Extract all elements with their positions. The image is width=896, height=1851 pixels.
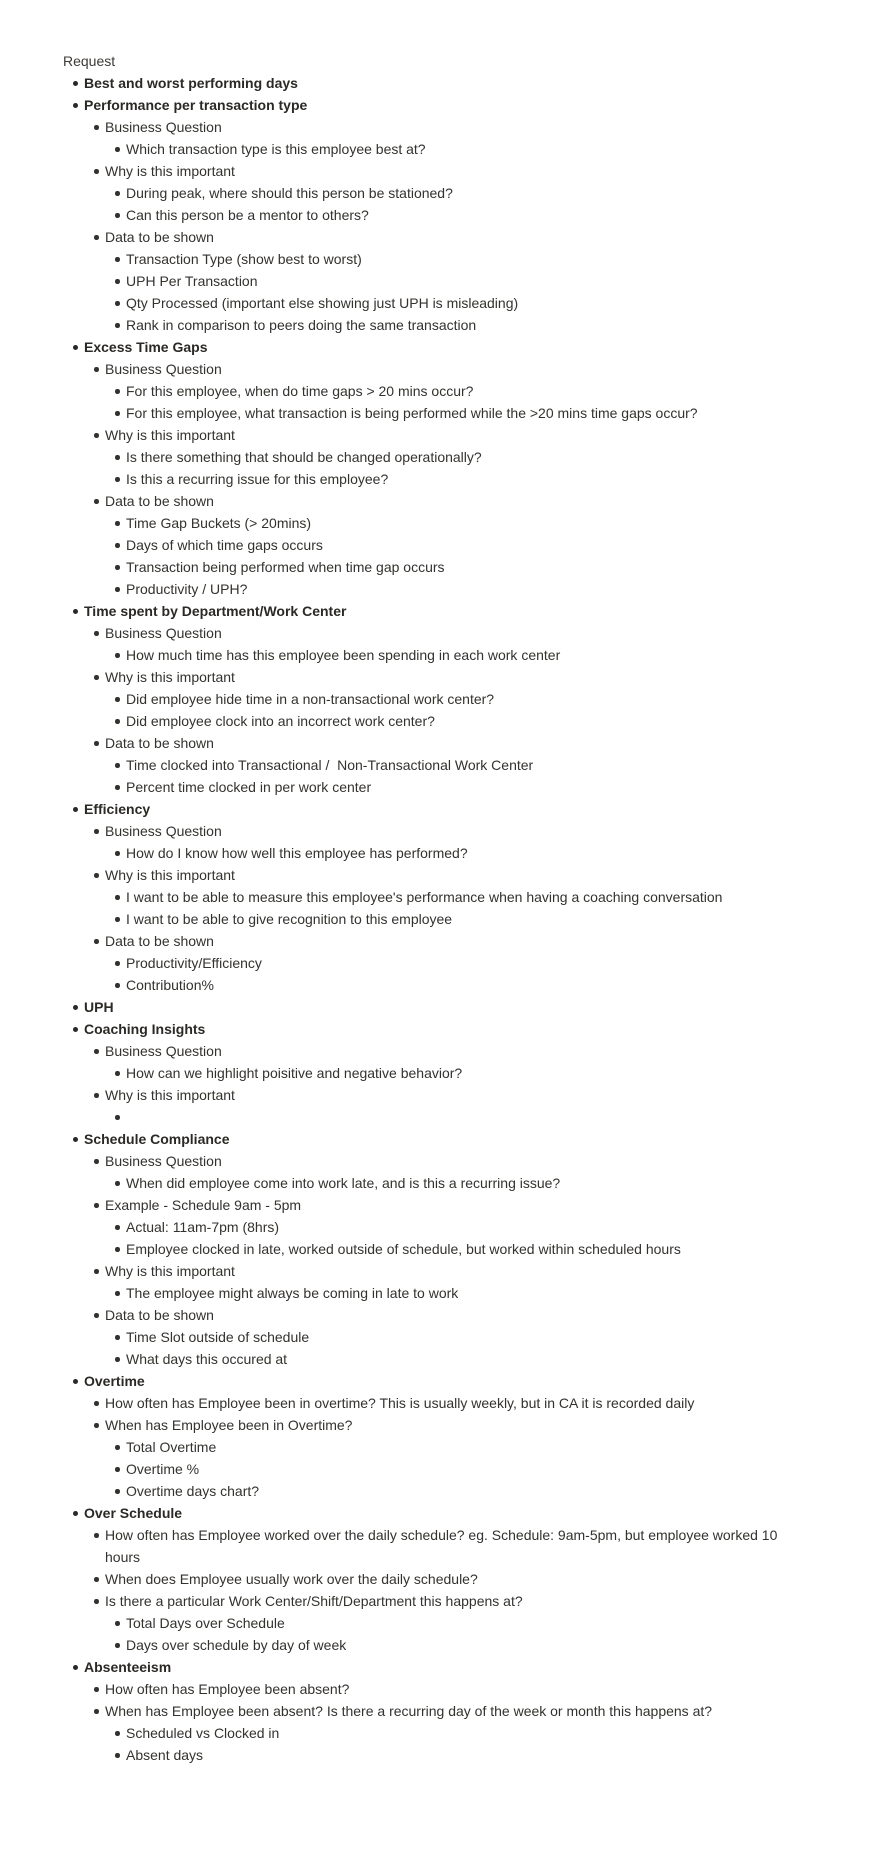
bullet-icon [105,886,126,908]
bullet-icon [105,468,126,490]
list-item [84,1260,795,1282]
list-item-text: Absent days [126,1747,204,1763]
list-item [105,1062,795,1084]
bullet-icon [105,578,126,600]
bullet-icon [84,1524,105,1546]
list-item [84,1040,795,1062]
list-item [84,226,795,248]
list-item-text: Did employee hide time in a non-transactional work center? [126,691,495,707]
list-item [84,732,795,754]
list-item [84,666,795,688]
list-item-text [126,1106,795,1128]
bullet-icon [63,72,84,94]
bullet-icon [63,1128,84,1150]
list-item [105,534,795,556]
bullet-icon [84,1678,105,1700]
list-item-text: Contribution% [126,977,214,993]
list-item [84,622,795,644]
list-item-text: Data to be shown [105,933,214,949]
list-item-text: I want to be able to give recognition to this employee [126,911,453,927]
bullet-icon [84,1194,105,1216]
list-item-text: Why is this important [105,427,235,443]
list-item-text: Data to be shown [105,735,214,751]
list-item [105,1744,795,1766]
bullet-icon [84,1084,105,1106]
list-item-text: Is there something that should be changed operationally? [126,449,482,465]
bullet-icon [105,402,126,424]
bullet-icon [105,776,126,798]
list-item-text: Time Slot outside of schedule [126,1329,310,1345]
list-item [105,380,795,402]
bullet-icon [84,358,105,380]
bullet-icon [84,1260,105,1282]
list-item-text: Absenteeism [84,1659,172,1675]
bullet-icon [105,974,126,996]
list-item-text: UPH Per Transaction [126,273,258,289]
list-item-text: When has Employee been in Overtime? [105,1417,353,1433]
bullet-icon [105,380,126,402]
list-item [105,1216,795,1238]
bullet-icon [63,600,84,622]
list-item-text: Overtime [84,1373,145,1389]
list-item-text: Why is this important [105,867,235,883]
bullet-icon [84,820,105,842]
bullet-icon [105,138,126,160]
bullet-icon [84,1700,105,1722]
bullet-icon [84,1414,105,1436]
bullet-icon [105,688,126,710]
list-item [84,490,795,512]
list-item [105,754,795,776]
bullet-icon [84,666,105,688]
list-item [105,886,795,908]
bullet-icon [105,204,126,226]
list-item-text: How often has Employee been in overtime? This is usually weekly, but in CA it is recorded daily [105,1395,695,1411]
list-item [84,1414,795,1436]
list-item [105,248,795,270]
list-item-text: Time Gap Buckets (> 20mins) [126,515,312,531]
list-item [105,1436,795,1458]
list-item [105,1172,795,1194]
bullet-icon [105,248,126,270]
list-item [105,578,795,600]
list-item-text: How often has Employee worked over the daily schedule? eg. Schedule: 9am-5pm, but employee worked 10 hours [105,1527,782,1565]
request-outline [63,72,795,1766]
list-item [84,1678,795,1700]
bullet-icon [105,1458,126,1480]
list-item [63,94,795,116]
list-item-text: Business Question [105,361,222,377]
bullet-icon [105,1436,126,1458]
list-item [63,1502,795,1524]
list-item [63,1018,795,1040]
bullet-icon [105,556,126,578]
bullet-icon [105,1348,126,1370]
list-item-text: Why is this important [105,1087,235,1103]
list-item [84,820,795,842]
list-item-text: When did employee come into work late, and is this a recurring issue? [126,1175,561,1191]
bullet-icon [105,534,126,556]
list-item-text: Performance per transaction type [84,97,308,113]
bullet-icon [105,1238,126,1260]
list-item-text: Why is this important [105,163,235,179]
bullet-icon [105,1722,126,1744]
list-item-text: Is there a particular Work Center/Shift/Department this happens at? [105,1593,523,1609]
bullet-icon [84,1150,105,1172]
bullet-icon [105,182,126,204]
list-item-text: Coaching Insights [84,1021,206,1037]
list-item [84,1568,795,1590]
list-item-text: Productivity/Efficiency [126,955,262,971]
bullet-icon [63,1370,84,1392]
list-item-text: Overtime days chart? [126,1483,260,1499]
list-item-text: How do I know how well this employee has performed? [126,845,468,861]
list-item [84,160,795,182]
bullet-icon [63,1018,84,1040]
bullet-icon [105,270,126,292]
list-item-text: How much time has this employee been spending in each work center [126,647,561,663]
list-item-text: Actual: 11am-7pm (8hrs) [126,1219,280,1235]
list-item [105,908,795,930]
bullet-icon [105,754,126,776]
list-item [105,1238,795,1260]
bullet-icon [105,1106,126,1128]
list-item-text: Business Question [105,1153,222,1169]
list-item-text: UPH [84,999,114,1015]
list-item [63,600,795,622]
list-item [105,402,795,424]
bullet-icon [84,930,105,952]
list-item-text: Can this person be a mentor to others? [126,207,369,223]
bullet-icon [84,1392,105,1414]
list-item [84,1590,795,1612]
list-item-text: Scheduled vs Clocked in [126,1725,280,1741]
bullet-icon [105,644,126,666]
list-item-text: When has Employee been absent? Is there a recurring day of the week or month this happens at? [105,1703,713,1719]
list-item-text: Over Schedule [84,1505,183,1521]
list-item [105,556,795,578]
list-item [105,1634,795,1656]
list-item-text: During peak, where should this person be stationed? [126,185,453,201]
list-item-text: Which transaction type is this employee best at? [126,141,426,157]
list-item-text: Time clocked into Transactional / Non-Transactional Work Center [126,757,534,773]
page-title [63,50,795,72]
bullet-icon [105,446,126,468]
bullet-icon [105,512,126,534]
list-item-text: For this employee, what transaction is being performed while the >20 mins time gaps occur? [126,405,698,421]
list-item [63,1656,795,1678]
list-item-text: The employee might always be coming in late to work [126,1285,459,1301]
list-item [105,1458,795,1480]
list-item-text: Business Question [105,1043,222,1059]
bullet-icon [84,490,105,512]
list-item-text: Data to be shown [105,493,214,509]
bullet-icon [84,1590,105,1612]
list-item [105,314,795,336]
list-item [105,1282,795,1304]
list-item-text: Business Question [105,119,222,135]
list-item [105,204,795,226]
bullet-icon [105,292,126,314]
bullet-icon [105,1612,126,1634]
list-item-text: Overtime % [126,1461,200,1477]
list-item-text: I want to be able to measure this employee's performance when having a coaching conversation [126,889,723,905]
bullet-icon [84,226,105,248]
list-item [63,1128,795,1150]
list-item [63,1370,795,1392]
list-item-text: Best and worst performing days [84,75,298,91]
list-item-text: Excess Time Gaps [84,339,208,355]
bullet-icon [105,952,126,974]
bullet-icon [105,1480,126,1502]
list-item [63,336,795,358]
list-item [63,798,795,820]
list-item [105,182,795,204]
list-item-text: Efficiency [84,801,151,817]
list-item [84,1150,795,1172]
list-item [105,1348,795,1370]
list-item [84,424,795,446]
list-item-text: Days of which time gaps occurs [126,537,323,553]
list-item [63,996,795,1018]
bullet-icon [84,732,105,754]
list-item [84,864,795,886]
bullet-icon [63,798,84,820]
list-item-text: Did employee clock into an incorrect work center? [126,713,435,729]
list-item [105,292,795,314]
bullet-icon [63,1502,84,1524]
list-item [63,72,795,94]
list-item [105,644,795,666]
bullet-icon [63,336,84,358]
list-item-text: Rank in comparison to peers doing the same transaction [126,317,477,333]
list-item-text: How can we highlight poisitive and negative behavior? [126,1065,463,1081]
bullet-icon [63,94,84,116]
list-item [105,1106,795,1128]
page-title-text: Request [63,53,116,69]
list-item [105,688,795,710]
bullet-icon [105,842,126,864]
list-item-text: Percent time clocked in per work center [126,779,372,795]
list-item [105,1722,795,1744]
list-item-text: For this employee, when do time gaps > 20 mins occur? [126,383,474,399]
list-item [84,358,795,380]
list-item [105,710,795,732]
list-item-text: Time spent by Department/Work Center [84,603,347,619]
bullet-icon [84,1040,105,1062]
list-item [105,842,795,864]
list-item-text: How often has Employee been absent? [105,1681,350,1697]
bullet-icon [105,710,126,732]
list-item-text: Total Overtime [126,1439,217,1455]
list-item [105,776,795,798]
list-item-text: Productivity / UPH? [126,581,248,597]
bullet-icon [84,864,105,886]
bullet-icon [84,1568,105,1590]
list-item [105,270,795,292]
list-item-text: Qty Processed (important else showing just UPH is misleading) [126,295,519,311]
bullet-icon [84,1304,105,1326]
list-item-text: What days this occured at [126,1351,288,1367]
bullet-icon [105,1326,126,1348]
bullet-icon [84,116,105,138]
bullet-icon [84,424,105,446]
list-item-text: Business Question [105,823,222,839]
list-item-text: Why is this important [105,1263,235,1279]
list-item [84,1700,795,1722]
list-item-text: Is this a recurring issue for this employee? [126,471,389,487]
list-item-text: When does Employee usually work over the daily schedule? [105,1571,478,1587]
list-item-text: Data to be shown [105,1307,214,1323]
list-item-text: Total Days over Schedule [126,1615,285,1631]
list-item [84,1194,795,1216]
list-item [105,512,795,534]
list-item-text: Example - Schedule 9am - 5pm [105,1197,302,1213]
list-item-text: Transaction Type (show best to worst) [126,251,362,267]
list-item [105,952,795,974]
list-item [84,930,795,952]
list-item [105,468,795,490]
list-item [84,1304,795,1326]
list-item [105,138,795,160]
list-item-text: Days over schedule by day of week [126,1637,347,1653]
bullet-icon [63,1656,84,1678]
list-item [105,1480,795,1502]
bullet-icon [105,908,126,930]
list-item [105,446,795,468]
bullet-icon [105,1062,126,1084]
list-item [105,1612,795,1634]
list-item [84,1392,795,1414]
list-item-text: Transaction being performed when time gap occurs [126,559,445,575]
list-item-text: Business Question [105,625,222,641]
list-item [84,116,795,138]
bullet-icon [105,1172,126,1194]
list-item [84,1084,795,1106]
list-item [84,1524,795,1568]
list-item-text: Schedule Compliance [84,1131,230,1147]
list-item-text: Why is this important [105,669,235,685]
bullet-icon [105,314,126,336]
list-item-text: Data to be shown [105,229,214,245]
list-item [105,974,795,996]
list-item [105,1326,795,1348]
bullet-icon [63,996,84,1018]
bullet-icon [105,1634,126,1656]
bullet-icon [84,160,105,182]
bullet-icon [105,1282,126,1304]
bullet-icon [84,622,105,644]
list-item-text: Employee clocked in late, worked outside of schedule, but worked within scheduled hours [126,1241,681,1257]
bullet-icon [105,1216,126,1238]
bullet-icon [105,1744,126,1766]
